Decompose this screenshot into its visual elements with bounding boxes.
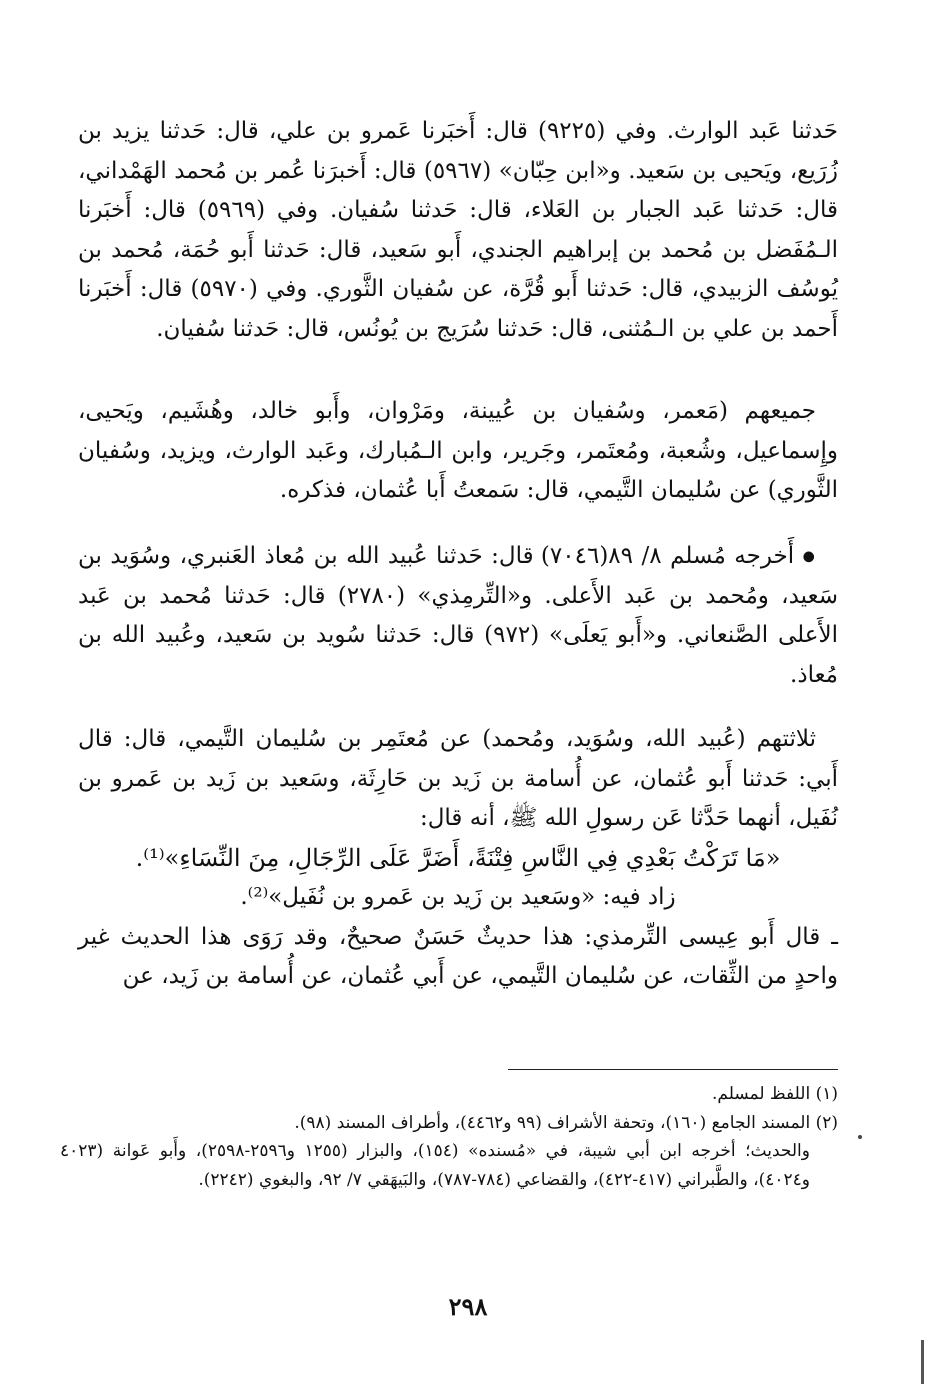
hadith-text: «مَا تَرَكْتُ بَعْدِي فِي النَّاسِ فِتْنَةً، أَضَرَّ عَلَى الرِّجَالِ، مِنَ النِّسَاءِ»⁽¹⁾. — [135, 843, 781, 872]
page-number: ٢٩٨ — [448, 1292, 488, 1321]
paragraph-tirmidhi: ـ قال أَبو عِيسى التِّرمذي: هذا حديثٌ حَسَنٌ صحيحٌ، وقد رَوَى هذا الحديث غير واحدٍ من الثِّقات، عن سُليمان التَّيمي، عن أَبي عُثمان، عن أُسامة بن زَيد، عن — [78, 923, 838, 989]
bullet-icon: ● — [802, 548, 817, 565]
margin-mark — [858, 1135, 862, 1139]
paragraph-chain-2: جميعهم (مَعمر، وسُفيان بن عُيينة، ومَرْوان، وأَبو خالد، وهُشَيم، ويَحيى، وإِسماعيل، وشُعبة، ومُعتَمر، وجَرير، وابن الـمُبارك، وعَبد الوارث، ويزيد، وسُفيان الثَّوري) عن سُليمان التَّيمي، قال: سَمعتُ أَبا عُثمان، فذكره. — [78, 398, 838, 503]
footnote-2: (٢) المسند الجامع (١٦٠)، وتحفة الأشراف (٩٩ و٤٤٦٢)، وأطراف المسند (٩٨). — [294, 1112, 838, 1133]
paragraph-takhrij-text: أَخرجه مُسلم ٨/ ٨٩(٧٠٤٦) قال: حَدثنا عُبيد الله بن مُعاذ العَنبري، وسُوَيد بن سَعيد، ومُحمد بن عَبد الأَعلى. و«التِّرمِذي» (٢٧٨٠) قال: حَدثنا مُحمد بن عَبد الأَعلى الصَّنعاني. و«أَبو يَعلَى» (٩٧٢) قال: حَدثنا سُويد بن سَعيد، وعُبيد الله بن مُعاذ. — [78, 543, 838, 688]
main-text-3 — [78, 537, 838, 695]
main-text-2 — [78, 392, 838, 511]
footnote-divider — [508, 1069, 838, 1070]
main-text-1 — [78, 112, 838, 349]
footnote-2-continued: والحديث؛ أخرجه ابن أبي شيبة، في «مُسنده» (١٥٤)، والبزار (١٢٥٥ و٢٥٩٦-٢٥٩٨)، وأَبو عَوانة (٤٠٢٣ و٤٠٢٤)، والطَّبراني (٤١٧-٤٢٢)، والقضاعي (٧٨٤-٧٨٧)، والبَيهَقي ٧/ ٩٢، والبغوي (٢٢٤٢). — [60, 1141, 810, 1190]
paragraph-chain-1: حَدثنا عَبد الوارث. وفي (٩٢٢٥) قال: أَخبَرنا عَمرو بن علي، قال: حَدثنا يزيد بن زُرَيع، ويَحيى بن سَعيد. و«ابن حِبّان» (٥٩٦٧) قال: أَخبرَنا عُمر بن مُحمد الهَمْداني، قال: حَدثنا عَبد الجبار بن العَلاء، قال: حَدثنا سُفيان. وفي (٥٩٦٩) قال: أَخبَرنا الـمُفَضل بن مُحمد بن إبراهيم الجندي، أَبو سَعيد، قال: حَدثنا أَبو حُمَة، مُحمد بن يُوسُف الزبيدي، قال: حَدثنا أَبو قُرَّة، عن سُفيان الثَّوري. وفي (٥٩٧٠) قال: أَخبَرنا أَحمد بن علي بن الـمُثنى، قال: حَدثنا سُرَيج بن يُونُس، قال: حَدثنا سُفيان. — [78, 118, 838, 342]
paragraph-chain-3: ثلاثتهم (عُبيد الله، وسُوَيد، ومُحمد) عن مُعتَمِر بن سُليمان التَّيمي، قال: قال أَبي: حَدثنا أَبو عُثمان، عن أُسامة بن زَيد بن حَارِثَة، وسَعيد بن زَيد بن عَمرو بن نُفَيل، أنهما حَدَّثا عَن رسولِ الله ﷺ، أنه قال: — [78, 726, 838, 831]
paragraph-takhrij — [78, 537, 838, 695]
footnote-1: (١) اللفظ لمسلم. — [711, 1084, 838, 1104]
footnotes — [60, 1080, 838, 1194]
main-text-4 — [78, 720, 838, 997]
scan-edge-mark — [921, 1340, 924, 1384]
addition-note: زاد فيه: «وسَعيد بن زَيد بن عَمرو بن نُفَيل»⁽²⁾. — [240, 884, 676, 910]
